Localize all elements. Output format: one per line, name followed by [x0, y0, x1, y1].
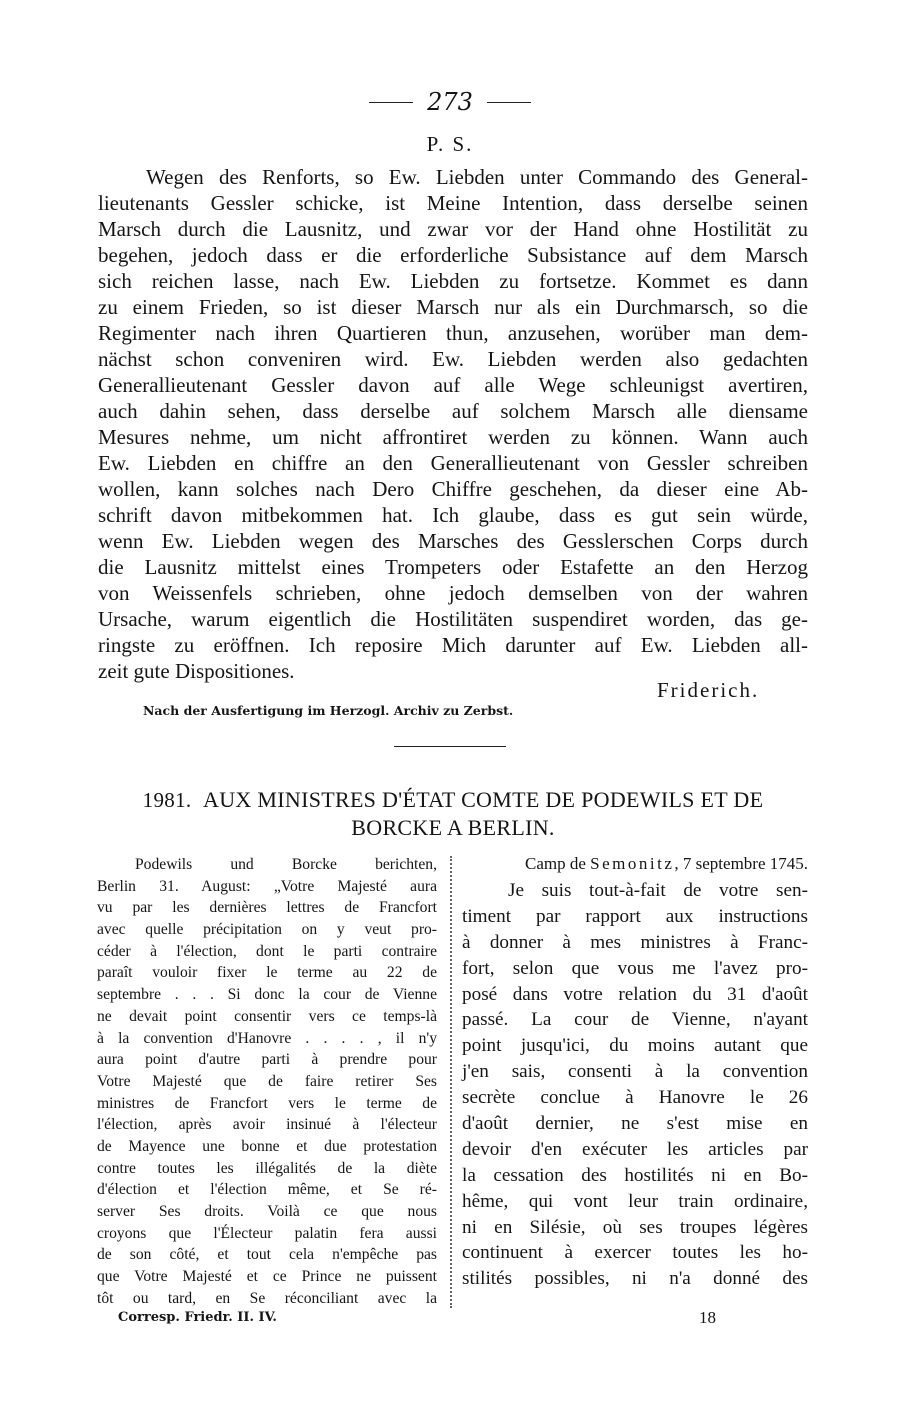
letter-line: d'août dernier, ne s'est mise en — [462, 1113, 808, 1135]
letter-line: la cessation des hostilités ni en Bo- — [462, 1164, 808, 1186]
letter-line: fort, selon que vous me l'avez pro- — [462, 957, 808, 979]
summary-line: à la convention d'Hanovre . . . . , il n'y — [97, 1029, 437, 1047]
postscript-line: von Weissenfels schrieben, ohne jedoch demselben von der wahren — [98, 581, 808, 605]
page-header — [0, 84, 900, 120]
postscript-line: wollen, kann solches nach Dero Chiffre geschehen, da dieser eine Ab- — [98, 477, 808, 501]
postscript-line: Mesures nehme, um nicht affrontiret werden zu können. Wann auch — [98, 425, 808, 449]
summary-line: aura point d'autre parti à prendre pour — [97, 1051, 437, 1069]
letter-line: j'en sais, consenti à la convention — [462, 1061, 808, 1083]
left-column-summary — [97, 854, 437, 1309]
summary-line: Podewils und Borcke berichten, — [135, 856, 437, 873]
summary-line: Berlin 31. August: „Votre Majesté aura — [97, 877, 437, 895]
page-number: 273 — [427, 88, 473, 116]
postscript-line: Generallieutenant Gessler davon auf alle Wege schleunigst avertiren, — [98, 373, 808, 397]
column-divider — [450, 856, 452, 1308]
postscript-line: auch dahin sehen, dass derselbe auf solchem Marsch alle diensame — [98, 399, 808, 423]
summary-line: Votre Majesté que de faire retirer Ses — [97, 1072, 437, 1090]
header-dash-right — [487, 102, 531, 103]
letter-line: à donner à mes ministres à Franc- — [462, 931, 808, 953]
postscript-line: Ew. Liebden en chiffre an den Generallieutenant von Gessler schreiben — [98, 451, 808, 475]
postscript-line: zeit gute Dispositiones. — [98, 659, 295, 683]
summary-line: paraît vouloir fixer le terme au 22 de — [97, 964, 437, 982]
letter-line: secrète conclue à Hanovre le 26 — [462, 1087, 808, 1109]
summary-line: d'élection et l'élection même, et Se ré- — [97, 1181, 437, 1199]
letter-line: passé. La cour de Vienne, n'ayant — [462, 1009, 808, 1031]
postscript-line: die Lausnitz mittelst eines Trompeters oder Estafette an den Herzog — [98, 555, 808, 579]
summary-line: de Mayence une bonne et due protestation — [97, 1137, 437, 1155]
right-column-letter — [462, 850, 808, 1292]
postscript-line: Wegen des Renforts, so Ew. Liebden unter Commando des General- — [146, 165, 808, 189]
header-dash-left — [369, 102, 413, 103]
postscript-line: Marsch durch die Lausnitz, und zwar vor der Hand ohne Hostilität zu — [98, 217, 808, 241]
heading-line-1: AUX MINISTRES D'ÉTAT COMTE DE PODEWILS ET DE — [203, 787, 764, 812]
summary-line: que Votre Majesté et ce Prince ne puissent — [97, 1268, 437, 1286]
letter-number: 1981. — [142, 788, 192, 812]
postscript-line: begehen, jedoch dass er die erforderliche Subsistance auf dem Marsch — [98, 243, 808, 267]
letter-line: point jusqu'ici, du moins autant que — [462, 1035, 808, 1057]
summary-line: croyons que l'Électeur palatin fera aussi — [97, 1224, 437, 1242]
summary-line: septembre . . . Si donc la cour de Vienne — [97, 986, 437, 1004]
dateline — [462, 850, 808, 878]
postscript-line: lieutenants Gessler schicke, ist Meine Intention, dass derselbe seinen — [98, 191, 808, 215]
postscript-line: ringste zu eröffnen. Ich reposire Mich darunter auf Ew. Liebden all- — [98, 633, 808, 657]
postscript-line: wenn Ew. Liebden wegen des Marsches des Gesslerschen Corps durch — [98, 529, 808, 553]
letter-line: Je suis tout-à-fait de votre sen- — [508, 880, 808, 901]
letter-line: ni en Silésie, où ses troupes légères — [462, 1216, 808, 1238]
postscript-line: nächst schon conveniren wird. Ew. Liebden werden also gedachten — [98, 347, 808, 371]
summary-line: céder à l'élection, dont le parti contraire — [97, 942, 437, 960]
postscript-line: sich reichen lasse, nach Ew. Liebden zu fortsetze. Kommet es dann — [98, 269, 808, 293]
summary-line: de son côté, et tout cela n'empêche pas — [97, 1246, 437, 1264]
summary-line: server Ses droits. Voilà ce que nous — [97, 1203, 437, 1220]
letter-line: hême, qui vont leur train ordinaire, — [462, 1190, 808, 1212]
summary-line: vu par les dernières lettres de Francfort — [97, 899, 437, 917]
summary-line: tôt ou tard, en Se réconciliant avec la — [97, 1289, 437, 1307]
letter-line: timent par rapport aux instructions — [462, 905, 808, 927]
section-rule — [394, 746, 506, 747]
letter-line: devoir d'en exécuter les articles par — [462, 1138, 808, 1160]
dateline-prefix: Camp de — [525, 854, 591, 873]
footer-series: Corresp. Friedr. II. IV. — [118, 1310, 277, 1325]
postscript-title: P. S. — [426, 132, 474, 156]
letter-heading — [96, 786, 810, 842]
heading-line-2: BORCKE A BERLIN. — [351, 815, 555, 840]
letter-line: continuent à exercer toutes les ho- — [462, 1242, 808, 1264]
postscript-line: Ursache, warum eigentlich die Hostilitäten suspendiret worden, das ge- — [98, 607, 808, 631]
footer-signature-mark: 18 — [699, 1308, 716, 1327]
summary-line: avec quelle précipitation on y veut pro- — [97, 921, 437, 939]
summary-line: ne devait point consentir vers ce temps-là — [97, 1007, 437, 1025]
postscript-line: zu einem Frieden, so ist dieser Marsch nur als ein Durchmarsch, so die — [98, 295, 808, 319]
summary-line: l'élection, après avoir insinué à l'électeur — [97, 1116, 437, 1134]
source-note: Nach der Ausfertigung im Herzogl. Archiv zu Zerbst. — [143, 703, 514, 718]
summary-line: contre toutes les illégalités de la diète — [97, 1159, 437, 1177]
signature: Friderich. — [657, 678, 760, 702]
dateline-suffix: , 7 septembre 1745. — [674, 854, 808, 873]
letter-line: posé dans votre relation du 31 d'août — [462, 983, 808, 1005]
postscript-line: Regimenter nach ihren Quartieren thun, anzusehen, worüber man dem- — [98, 321, 808, 345]
dateline-place: Semonitz — [590, 854, 675, 873]
postscript-line: schrift davon mitbekommen hat. Ich glaube, dass es gut sein würde, — [98, 503, 808, 527]
postscript-body — [98, 164, 808, 684]
summary-line: ministres de Francfort vers le terme de — [97, 1094, 437, 1112]
letter-line: stilités possibles, ni n'a donné des — [462, 1268, 808, 1290]
